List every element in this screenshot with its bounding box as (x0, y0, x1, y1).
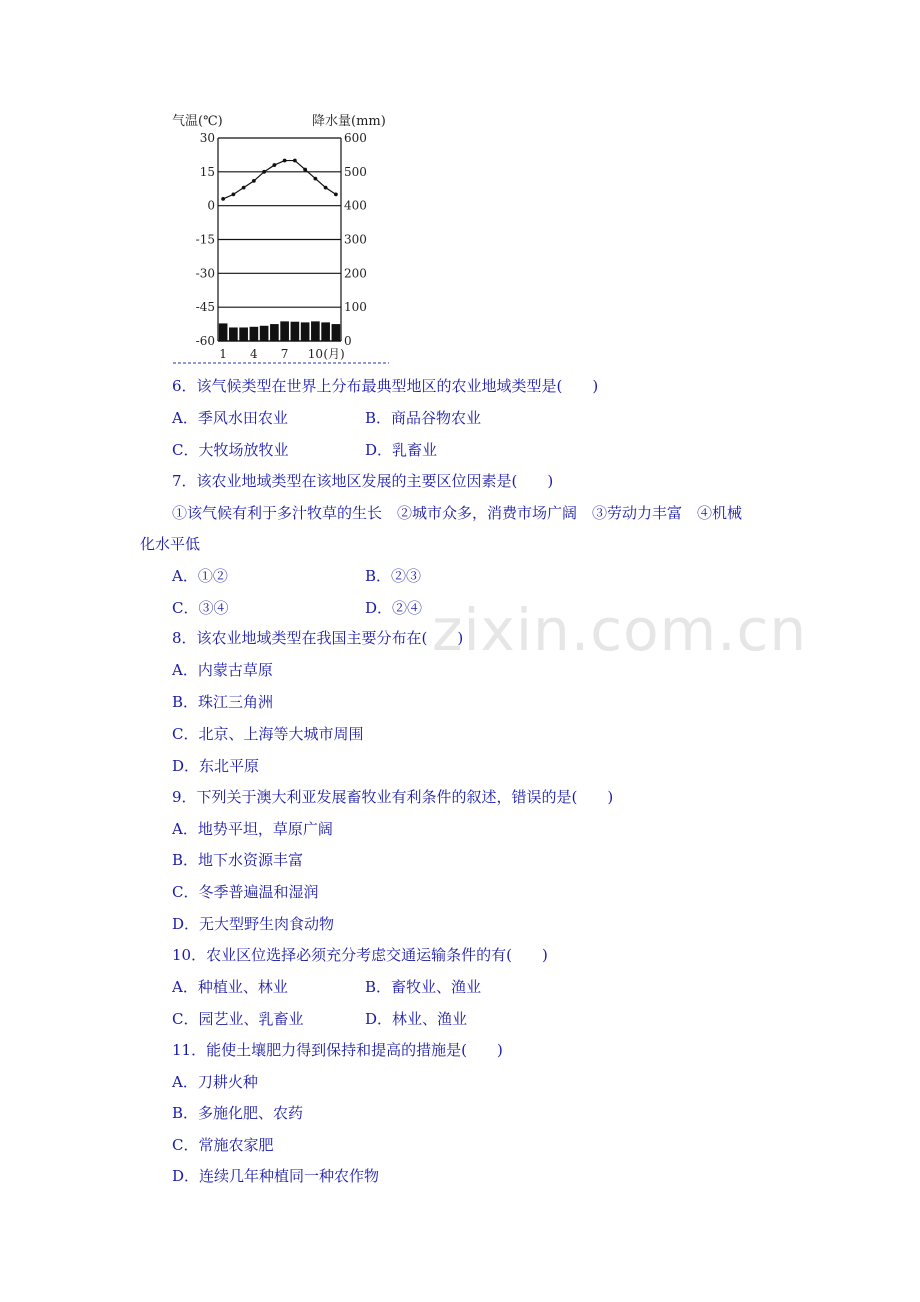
precipitation-bar (332, 324, 341, 341)
question-6-stem: 6．该气候类型在世界上分布最典型地区的农业地域类型是( ) (172, 377, 599, 395)
q8-option-a: A．内蒙古草原 (172, 661, 273, 679)
temperature-point (334, 192, 338, 196)
question-11-stem: 11．能使土壤肥力得到保持和提高的措施是( ) (172, 1041, 503, 1059)
y-left-tick-label: 30 (199, 131, 215, 145)
q6-option-a: A．季风水田农业 (172, 409, 288, 427)
temperature-point (252, 179, 256, 183)
climate-chart (168, 108, 393, 368)
temperature-point (242, 186, 246, 190)
precipitation-bar (260, 326, 269, 341)
x-axis-label: (月) (323, 347, 345, 361)
q7-statements: ①该气候有利于多汁牧草的生长 ②城市众多，消费市场广阔 ③劳动力丰富 ④机械 (172, 504, 743, 522)
q8-option-d: D．东北平原 (172, 757, 260, 775)
temperature-curve (223, 161, 336, 199)
temperature-point (313, 177, 317, 181)
q10-option-c: C．园艺业、乳畜业 (172, 1010, 304, 1028)
question-9-stem: 9．下列关于澳大利亚发展畜牧业有利条件的叙述，错误的是( ) (172, 788, 614, 806)
q11-option-d: D．连续几年种植同一种农作物 (172, 1167, 380, 1185)
precipitation-bar (311, 321, 320, 341)
y-right-tick-label: 500 (344, 164, 367, 179)
temperature-point (303, 168, 307, 172)
q6-option-b: B．商品谷物农业 (365, 409, 482, 427)
y-left-tick-label: -30 (195, 266, 215, 281)
q7-option-c: C．③④ (172, 599, 229, 617)
precipitation-bar (250, 327, 259, 341)
watermark: zixin.com.cn (432, 596, 808, 664)
precipitation-bar (321, 322, 330, 341)
precipitation-bar (270, 324, 279, 341)
q11-option-a: A．刀耕火种 (172, 1073, 258, 1091)
y-right-tick-label: 300 (344, 232, 367, 247)
y-right-label: 降水量(mm) (312, 114, 386, 129)
q10-option-a: A．种植业、林业 (172, 978, 288, 996)
q6-option-c: C．大牧场放牧业 (172, 441, 289, 459)
x-tick-label: 7 (280, 347, 289, 361)
y-right-tick-label: 200 (344, 266, 367, 281)
q7-option-d: D．②④ (365, 599, 423, 617)
q9-option-a: A．地势平坦，草原广阔 (172, 820, 333, 838)
q7-option-b: B．②③ (365, 567, 422, 585)
y-right-tick-label: 0 (344, 334, 352, 348)
precipitation-bar (301, 322, 310, 341)
q8-option-c: C．北京、上海等大城市周围 (172, 725, 364, 743)
temperature-point (272, 163, 276, 167)
precipitation-bar (229, 327, 238, 341)
precipitation-bar (291, 322, 300, 341)
y-left-tick-label: -45 (195, 300, 215, 315)
q6-option-d: D．乳畜业 (365, 441, 438, 459)
q11-option-c: C．常施农家肥 (172, 1136, 274, 1154)
q9-option-b: B．地下水资源丰富 (172, 851, 304, 869)
q10-option-b: B．畜牧业、渔业 (365, 978, 482, 996)
q7-option-a: A．①② (172, 567, 228, 585)
question-7-stem: 7．该农业地域类型在该地区发展的主要区位因素是( ) (172, 472, 554, 490)
temperature-line (221, 159, 338, 201)
q10-option-d: D．林业、渔业 (365, 1010, 468, 1028)
precipitation-bar (219, 323, 228, 341)
precipitation-bars (219, 321, 340, 341)
question-10-stem: 10．农业区位选择必须充分考虑交通运输条件的有( ) (172, 946, 548, 964)
q11-option-b: B．多施化肥、农药 (172, 1104, 304, 1122)
q9-option-c: C．冬季普遍温和湿润 (172, 883, 319, 901)
y-right-tick-label: 400 (344, 198, 367, 213)
x-tick-label: 10 (307, 347, 324, 361)
y-left-tick-label: -15 (195, 232, 215, 247)
y-right-tick-label: 600 (344, 131, 367, 145)
precipitation-bar (280, 321, 289, 341)
x-tick-label: 4 (250, 347, 258, 361)
chart-grid (218, 138, 341, 341)
q8-option-b: B．珠江三角洲 (172, 693, 274, 711)
temperature-point (231, 192, 235, 196)
temperature-point (283, 159, 287, 163)
q9-option-d: D．无大型野生肉食动物 (172, 915, 335, 933)
question-8-stem: 8．该农业地域类型在我国主要分布在( ) (172, 629, 464, 647)
temperature-point (262, 170, 266, 174)
precipitation-bar (239, 327, 248, 341)
temperature-point (221, 197, 225, 201)
temperature-point (324, 186, 328, 190)
y-left-tick-label: 15 (199, 164, 215, 179)
x-tick-label: 1 (219, 347, 227, 361)
q7-statements-cont: 化水平低 (140, 535, 201, 553)
y-right-tick-label: 100 (344, 300, 367, 315)
y-left-tick-label: 0 (207, 198, 215, 213)
y-left-label: 气温(℃) (172, 114, 223, 129)
temperature-point (293, 159, 297, 163)
y-left-tick-label: -60 (195, 334, 215, 348)
